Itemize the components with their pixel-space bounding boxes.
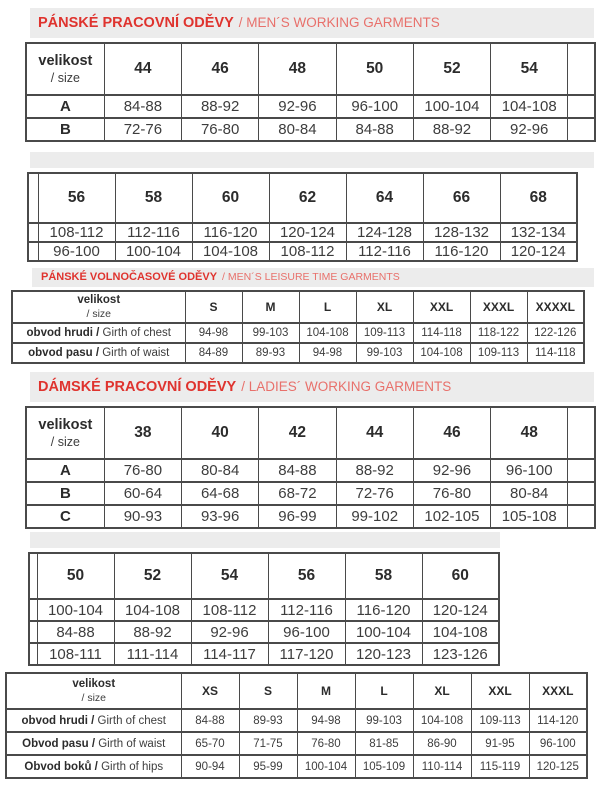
size-label-bold: velikost: [38, 417, 93, 434]
measurement-value-cell: 96-100: [336, 95, 413, 118]
measurement-value-cell: 100-104: [297, 755, 355, 778]
measurement-value-cell: 100-104: [413, 95, 490, 118]
measurement-value-cell: 108-112: [38, 223, 115, 242]
cut-off-cell: [568, 407, 595, 459]
measurement-row: [12, 343, 584, 363]
heading-mens-working-czech: PÁNSKÉ PRACOVNÍ ODĚVY: [38, 15, 234, 31]
measurement-value-cell: 109-113: [470, 343, 527, 363]
size-header-cell: M: [297, 673, 355, 709]
size-header-cell: 46: [182, 43, 259, 95]
size-header-cell: L: [299, 291, 356, 323]
size-header-cell: L: [355, 673, 413, 709]
row-label-normal: Girth of chest: [99, 327, 171, 339]
measurement-value-cell: 84-88: [181, 709, 239, 732]
measurement-value-cell: 94-98: [299, 343, 356, 363]
measurement-value-cell: 114-118: [413, 323, 470, 343]
measurement-value-cell: 72-76: [336, 482, 413, 505]
size-header-cell: XXXL: [470, 291, 527, 323]
size-label-bold: velikost: [72, 678, 116, 691]
measurement-value-cell: 108-111: [37, 643, 114, 665]
cut-off-cell: [568, 482, 595, 505]
measurement-value-cell: 76-80: [104, 459, 181, 482]
size-header-cell: 54: [491, 43, 568, 95]
row-label-bold: obvod hrudi /: [26, 327, 100, 339]
size-header-cell: XXXXL: [527, 291, 584, 323]
measurement-value-cell: 123-126: [422, 643, 499, 665]
row-label-cell: [26, 118, 104, 141]
row-label-cell: [6, 732, 181, 755]
size-header-cell: 44: [104, 43, 181, 95]
measurement-value-cell: 105-109: [355, 755, 413, 778]
size-label-bold: velikost: [77, 294, 121, 307]
measurement-value-cell: 92-96: [413, 459, 490, 482]
row-label-bold: obvod hrudi /: [21, 714, 95, 727]
measurement-value-cell: 68-72: [259, 482, 336, 505]
cut-off-cell: [568, 43, 595, 95]
size-header-cell: 38: [104, 407, 181, 459]
measurement-value-cell: 100-104: [37, 599, 114, 621]
measurement-value-cell: 60-64: [104, 482, 181, 505]
measurement-value-cell: 88-92: [182, 95, 259, 118]
heading-ladies-working: [30, 372, 594, 402]
measurement-value-cell: 114-117: [191, 643, 268, 665]
size-header-cell: 62: [269, 173, 346, 223]
cut-off-cell: [568, 459, 595, 482]
measurement-value-cell: 115-119: [471, 755, 529, 778]
measurement-value-cell: 109-113: [356, 323, 413, 343]
cut-off-cell: [568, 95, 595, 118]
measurement-value-cell: 99-103: [242, 323, 299, 343]
measurement-value-cell: 92-96: [491, 118, 568, 141]
measurement-value-cell: 88-92: [413, 118, 490, 141]
row-label-bold: A: [59, 461, 71, 479]
size-header-cell: 58: [115, 173, 192, 223]
measurement-value-cell: 109-113: [471, 709, 529, 732]
cut-off-cell: [568, 505, 595, 528]
cut-off-cell: [28, 223, 38, 242]
measurement-value-cell: 132-134: [500, 223, 577, 242]
size-header-cell: 52: [413, 43, 490, 95]
heading-mens-working: [30, 8, 594, 38]
measurement-value-cell: 81-85: [355, 732, 413, 755]
row-label-cell: [12, 323, 185, 343]
size-header-cell: 68: [500, 173, 577, 223]
measurement-value-cell: 84-88: [336, 118, 413, 141]
size-header-cell: XL: [413, 673, 471, 709]
table-ladies-girth-sizes: [5, 672, 588, 779]
measurement-value-cell: 122-126: [527, 323, 584, 343]
measurement-value-cell: 92-96: [191, 621, 268, 643]
size-header-cell: 40: [182, 407, 259, 459]
size-header-cell: 58: [345, 553, 422, 599]
measurement-value-cell: 108-112: [191, 599, 268, 621]
measurement-value-cell: 116-120: [423, 242, 500, 261]
measurement-value-cell: 84-88: [259, 459, 336, 482]
size-header-cell: 48: [491, 407, 568, 459]
measurement-value-cell: 105-108: [491, 505, 568, 528]
size-header-row: [29, 553, 499, 599]
measurement-value-cell: 80-84: [259, 118, 336, 141]
measurement-value-cell: 120-124: [269, 223, 346, 242]
size-header-row: [28, 173, 577, 223]
heading-mens-leisure-english: / MEN´S LEISURE TIME GARMENTS: [222, 271, 400, 283]
measurement-value-cell: 104-108: [114, 599, 191, 621]
measurement-value-cell: 120-124: [422, 599, 499, 621]
table-mens-working-sizes-56-68: [27, 172, 578, 262]
cut-off-cell: [29, 599, 37, 621]
heading-ladies-working-czech: DÁMSKÉ PRACOVNÍ ODĚVY: [38, 379, 237, 395]
size-header-cell: 60: [422, 553, 499, 599]
row-label-bold: obvod pasu /: [28, 347, 100, 359]
measurement-row: [29, 643, 499, 665]
row-label-bold: C: [59, 507, 71, 525]
measurement-value-cell: 112-116: [346, 242, 423, 261]
measurement-value-cell: 116-120: [345, 599, 422, 621]
heading-mens-leisure: [32, 268, 594, 287]
size-label-sub: / size: [50, 434, 80, 449]
size-header-cell: S: [239, 673, 297, 709]
measurement-row: [29, 599, 499, 621]
measurement-value-cell: 120-123: [345, 643, 422, 665]
size-header-cell: S: [185, 291, 242, 323]
heading-mens-leisure-czech: PÁNSKÉ VOLNOČASOVÉ ODĚVY: [41, 271, 218, 283]
measurement-row: [26, 118, 595, 141]
measurement-row: [28, 242, 577, 261]
measurement-value-cell: 120-125: [529, 755, 587, 778]
measurement-value-cell: 95-99: [239, 755, 297, 778]
measurement-value-cell: 94-98: [185, 323, 242, 343]
row-label-cell: [26, 95, 104, 118]
measurement-value-cell: 114-118: [527, 343, 584, 363]
row-label-bold: Obvod boků /: [24, 760, 98, 773]
measurement-row: [28, 223, 577, 242]
measurement-value-cell: 86-90: [413, 732, 471, 755]
measurement-value-cell: 100-104: [115, 242, 192, 261]
measurement-value-cell: 104-108: [491, 95, 568, 118]
size-header-cell: XS: [181, 673, 239, 709]
size-header-cell: 60: [192, 173, 269, 223]
measurement-value-cell: 116-120: [192, 223, 269, 242]
size-header-cell: XXL: [471, 673, 529, 709]
cut-off-cell: [568, 118, 595, 141]
measurement-row: [6, 732, 587, 755]
measurement-value-cell: 88-92: [336, 459, 413, 482]
measurement-value-cell: 96-100: [491, 459, 568, 482]
measurement-value-cell: 100-104: [345, 621, 422, 643]
size-label-sub: / size: [86, 308, 111, 321]
measurement-value-cell: 110-114: [413, 755, 471, 778]
cut-off-cell: [28, 173, 38, 223]
size-header-row: [6, 673, 587, 709]
row-label-cell: [26, 482, 104, 505]
measurement-value-cell: 99-103: [356, 343, 413, 363]
measurement-value-cell: 96-100: [268, 621, 345, 643]
measurement-value-cell: 76-80: [182, 118, 259, 141]
measurement-value-cell: 93-96: [182, 505, 259, 528]
size-header-cell: 54: [191, 553, 268, 599]
cut-off-cell: [29, 553, 37, 599]
row-label-normal: Girth of hips: [97, 760, 164, 773]
measurement-value-cell: 64-68: [182, 482, 259, 505]
measurement-value-cell: 72-76: [104, 118, 181, 141]
heading-ladies-working-english: / LADIES´ WORKING GARMENTS: [241, 379, 452, 394]
row-label-cell: [26, 459, 104, 482]
row-label-normal: Girth of waist: [99, 347, 170, 359]
size-header-cell: 64: [346, 173, 423, 223]
measurement-value-cell: 111-114: [114, 643, 191, 665]
cut-off-cell: [29, 643, 37, 665]
row-label-normal: Girth of waist: [95, 737, 166, 750]
measurement-value-cell: 104-108: [192, 242, 269, 261]
measurement-value-cell: 88-92: [114, 621, 191, 643]
measurement-value-cell: 104-108: [413, 709, 471, 732]
size-header-cell: 56: [268, 553, 345, 599]
measurement-value-cell: 89-93: [242, 343, 299, 363]
measurement-value-cell: 94-98: [297, 709, 355, 732]
measurement-value-cell: 120-124: [500, 242, 577, 261]
row-label-cell: [12, 343, 185, 363]
measurement-row: [6, 709, 587, 732]
measurement-row: [26, 482, 595, 505]
size-header-cell: XXL: [413, 291, 470, 323]
size-header-cell: 48: [259, 43, 336, 95]
row-label-bold: B: [59, 120, 71, 138]
table-continuation-divider: [30, 152, 594, 168]
measurement-value-cell: 84-89: [185, 343, 242, 363]
measurement-value-cell: 99-102: [336, 505, 413, 528]
size-header-cell: M: [242, 291, 299, 323]
size-label-header: [26, 43, 104, 95]
measurement-value-cell: 99-103: [355, 709, 413, 732]
measurement-value-cell: 80-84: [182, 459, 259, 482]
measurement-value-cell: 124-128: [346, 223, 423, 242]
measurement-value-cell: 90-94: [181, 755, 239, 778]
size-label-bold: velikost: [38, 53, 93, 70]
size-header-row: [26, 407, 595, 459]
measurement-value-cell: 84-88: [37, 621, 114, 643]
measurement-value-cell: 112-116: [268, 599, 345, 621]
row-label-cell: [6, 755, 181, 778]
measurement-value-cell: 128-132: [423, 223, 500, 242]
size-label-sub: / size: [81, 692, 106, 705]
measurement-value-cell: 104-108: [299, 323, 356, 343]
row-label-bold: A: [59, 97, 71, 115]
measurement-value-cell: 96-99: [259, 505, 336, 528]
measurement-value-cell: 84-88: [104, 95, 181, 118]
measurement-value-cell: 80-84: [491, 482, 568, 505]
size-header-cell: XXXL: [529, 673, 587, 709]
measurement-value-cell: 76-80: [413, 482, 490, 505]
measurement-value-cell: 112-116: [115, 223, 192, 242]
size-header-row: [12, 291, 584, 323]
row-label-bold: B: [59, 484, 71, 502]
row-label-cell: [6, 709, 181, 732]
size-header-cell: 52: [114, 553, 191, 599]
measurement-value-cell: 71-75: [239, 732, 297, 755]
size-header-cell: 46: [413, 407, 490, 459]
measurement-value-cell: 96-100: [38, 242, 115, 261]
measurement-value-cell: 108-112: [269, 242, 346, 261]
size-header-cell: 44: [336, 407, 413, 459]
size-header-cell: 56: [38, 173, 115, 223]
size-label-sub: / size: [50, 70, 80, 85]
measurement-row: [29, 621, 499, 643]
measurement-row: [12, 323, 584, 343]
measurement-value-cell: 92-96: [259, 95, 336, 118]
size-header-cell: 50: [37, 553, 114, 599]
row-label-normal: Girth of chest: [94, 714, 166, 727]
measurement-value-cell: 76-80: [297, 732, 355, 755]
size-label-header: [6, 673, 181, 709]
measurement-row: [26, 505, 595, 528]
measurement-value-cell: 104-108: [413, 343, 470, 363]
size-header-cell: 66: [423, 173, 500, 223]
row-label-cell: [26, 505, 104, 528]
table-ladies-working-sizes-38-48: [25, 406, 596, 529]
size-label-header: [26, 407, 104, 459]
measurement-value-cell: 96-100: [529, 732, 587, 755]
measurement-row: [6, 755, 587, 778]
measurement-value-cell: 104-108: [422, 621, 499, 643]
size-header-row: [26, 43, 595, 95]
heading-mens-working-english: / MEN´S WORKING GARMENTS: [238, 15, 440, 30]
cut-off-cell: [29, 621, 37, 643]
cut-off-cell: [28, 242, 38, 261]
measurement-value-cell: 114-120: [529, 709, 587, 732]
measurement-value-cell: 65-70: [181, 732, 239, 755]
table-ladies-working-sizes-50-60: [28, 552, 500, 666]
table-continuation-divider: [30, 532, 500, 548]
measurement-value-cell: 102-105: [413, 505, 490, 528]
measurement-row: [26, 459, 595, 482]
measurement-value-cell: 90-93: [104, 505, 181, 528]
table-mens-leisure-sizes: [11, 290, 585, 364]
size-header-cell: XL: [356, 291, 413, 323]
row-label-bold: Obvod pasu /: [22, 737, 96, 750]
measurement-value-cell: 89-93: [239, 709, 297, 732]
measurement-value-cell: 117-120: [268, 643, 345, 665]
size-header-cell: 42: [259, 407, 336, 459]
table-mens-working-sizes-44-54: [25, 42, 596, 142]
size-header-cell: 50: [336, 43, 413, 95]
measurement-value-cell: 118-122: [470, 323, 527, 343]
measurement-value-cell: 91-95: [471, 732, 529, 755]
measurement-row: [26, 95, 595, 118]
size-label-header: [12, 291, 185, 323]
